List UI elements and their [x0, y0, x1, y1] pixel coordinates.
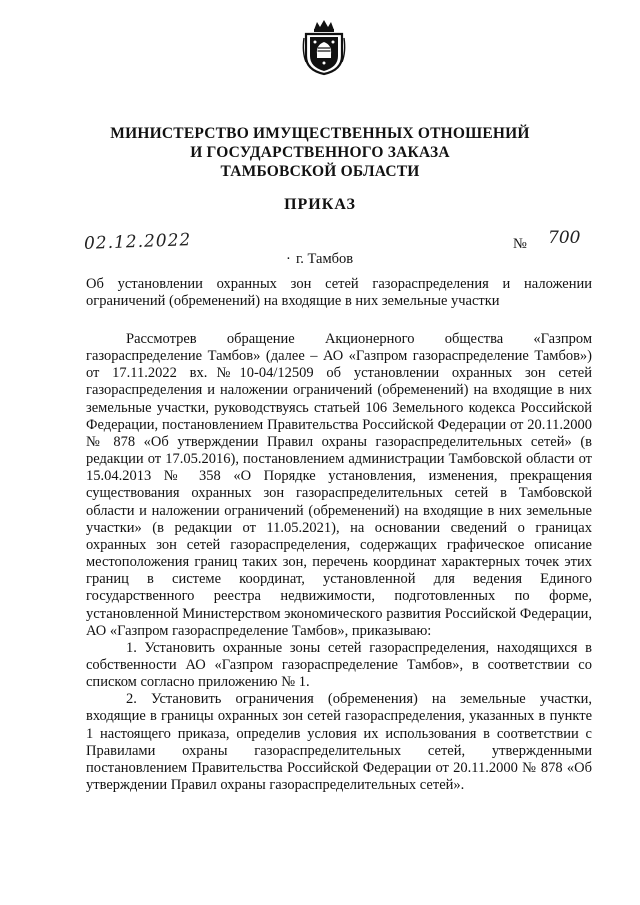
order-body: [86, 331, 592, 794]
ministry-name-line-2: И ГОСУДАРСТВЕННОГО ЗАКАЗА: [190, 144, 450, 161]
body-paragraph-preamble: Рассмотрев обращение Акционерного общества «Газпром газораспределение Тамбов» (далее – АО «Газпром газораспределение Тамбов») от 17.11.2022 вх.№10-04/12509 об установлении охранных зон сетей газораспределения и наложении ограничений (обременений) на входящие в них земельные участки, руководствуясь статьей 106 Земельного кодекса Российской Федерации, постановлением Правительства Российской Федерации от 20.11.2000 № 878 «Об утверждении Правил охраны газораспределительных сетей» (в редакции от 17.05.2016), постановлением администрации Тамбовской области от 15.04.2013 № 358 «О Порядке установления, изменения, прекращения существования охранных зон газораспределительных сетей в Тамбовской области и наложении ограничений (обременений) на входящие в них земельные участки» (в редакции от 11.05.2021), на основании сведений о границах охранных зон сетей газораспределения, содержащих графическое описание местоположения границ таких зон, перечень координат характерных точек этих границ в системе координат, установленной для ведения Единого государственного реестра недвижимости, подготовленных по форме, установленной Министерством экономического развития Российской Федерации, АО «Газпром газораспределение Тамбов», приказываю:: [86, 331, 592, 639]
body-paragraph-item-1: 1. Установить охранные зоны сетей газораспределения, находящихся в собственности АО «Газпром газораспределение Тамбов», в соответствии со списком согласно приложению № 1.: [86, 639, 592, 691]
tambov-coat-of-arms-icon: [300, 18, 348, 76]
document-type-title: ПРИКАЗ: [284, 196, 356, 213]
handwritten-date: 02.12.2022: [83, 230, 192, 254]
ministry-name-line-1: МИНИСТЕРСТВО ИМУЩЕСТВЕННЫХ ОТНОШЕНИЙ: [110, 125, 530, 142]
order-number-label: №: [513, 236, 527, 252]
handwritten-order-number: 700: [548, 228, 581, 248]
city-marker: ·: [286, 251, 291, 267]
city-name: г. Тамбов: [296, 251, 354, 267]
order-subject: Об установлении охранных зон сетей газораспределения и наложении ограничений (обременений) на входящие в них земельные участки: [86, 276, 592, 309]
ministry-name-line-3: ТАМБОВСКОЙ ОБЛАСТИ: [220, 163, 420, 180]
body-paragraph-item-2: 2. Установить ограничения (обременения) на земельные участки, входящие в границы охранных зон сетей газораспределения, указанных в пункте 1 настоящего приказа, определив условия их использования в соответствии с Правилами охраны газораспределительных сетей, утвержденными постановлением Правительства Российской Федерации от 20.11.2000 № 878 «Об утверждении Правил охраны газораспределительных сетей».: [86, 691, 592, 794]
